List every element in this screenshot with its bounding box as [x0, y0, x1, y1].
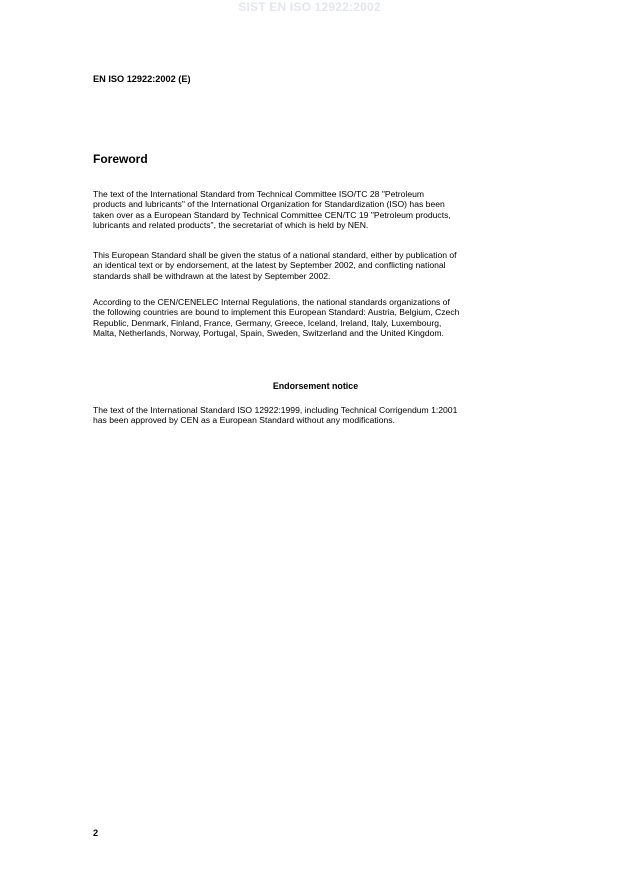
text-line: taken over as a European Standard by Technical Committee CEN/TC 19 "Petroleum products,: [93, 209, 451, 220]
page-number: 2: [93, 828, 99, 838]
text-line: The text of the International Standard from Technical Committee ISO/TC 28 "Petroleum: [93, 189, 425, 199]
text-line: has been approved by CEN as a European Standard without any modifications.: [93, 415, 395, 426]
text-line: This European Standard shall be given the status of a national standard, either by publication of: [93, 250, 457, 260]
foreword-paragraph-3: [93, 297, 543, 338]
watermark: SIST EN ISO 12922:2002: [238, 0, 381, 14]
text-line: an identical text or by endorsement, at the latest by September 2002, and conflicting national: [93, 260, 446, 271]
text-line: the following countries are bound to implement this European Standard: Austria, Belgium, Czech: [93, 307, 460, 318]
text-line: lubricants and related products", the secretariat of which is held by NEN.: [93, 219, 369, 230]
foreword-paragraph-1: [93, 189, 543, 230]
text-line: According to the CEN/CENELEC Internal Regulations, the national standards organizations of: [93, 297, 450, 307]
document-id: EN ISO 12922:2002 (E): [93, 74, 191, 84]
foreword-heading: Foreword: [93, 152, 148, 166]
foreword-paragraph-2: [93, 250, 543, 281]
text-line: products and lubricants" of the International Organization for Standardization (ISO) has been: [93, 199, 445, 210]
text-line: standards shall be withdrawn at the latest by September 2002.: [93, 270, 331, 281]
endorsement-paragraph: [93, 405, 543, 426]
endorsement-heading: Endorsement notice: [272, 381, 359, 391]
text-line: Republic, Denmark, Finland, France, Germany, Greece, Iceland, Ireland, Italy, Luxembourg,: [93, 317, 442, 328]
text-line: Malta, Netherlands, Norway, Portugal, Spain, Sweden, Switzerland and the United Kingdom.: [93, 327, 444, 338]
text-line: The text of the International Standard ISO 12922:1999, including Technical Corrigendum 1:2001: [93, 405, 458, 415]
